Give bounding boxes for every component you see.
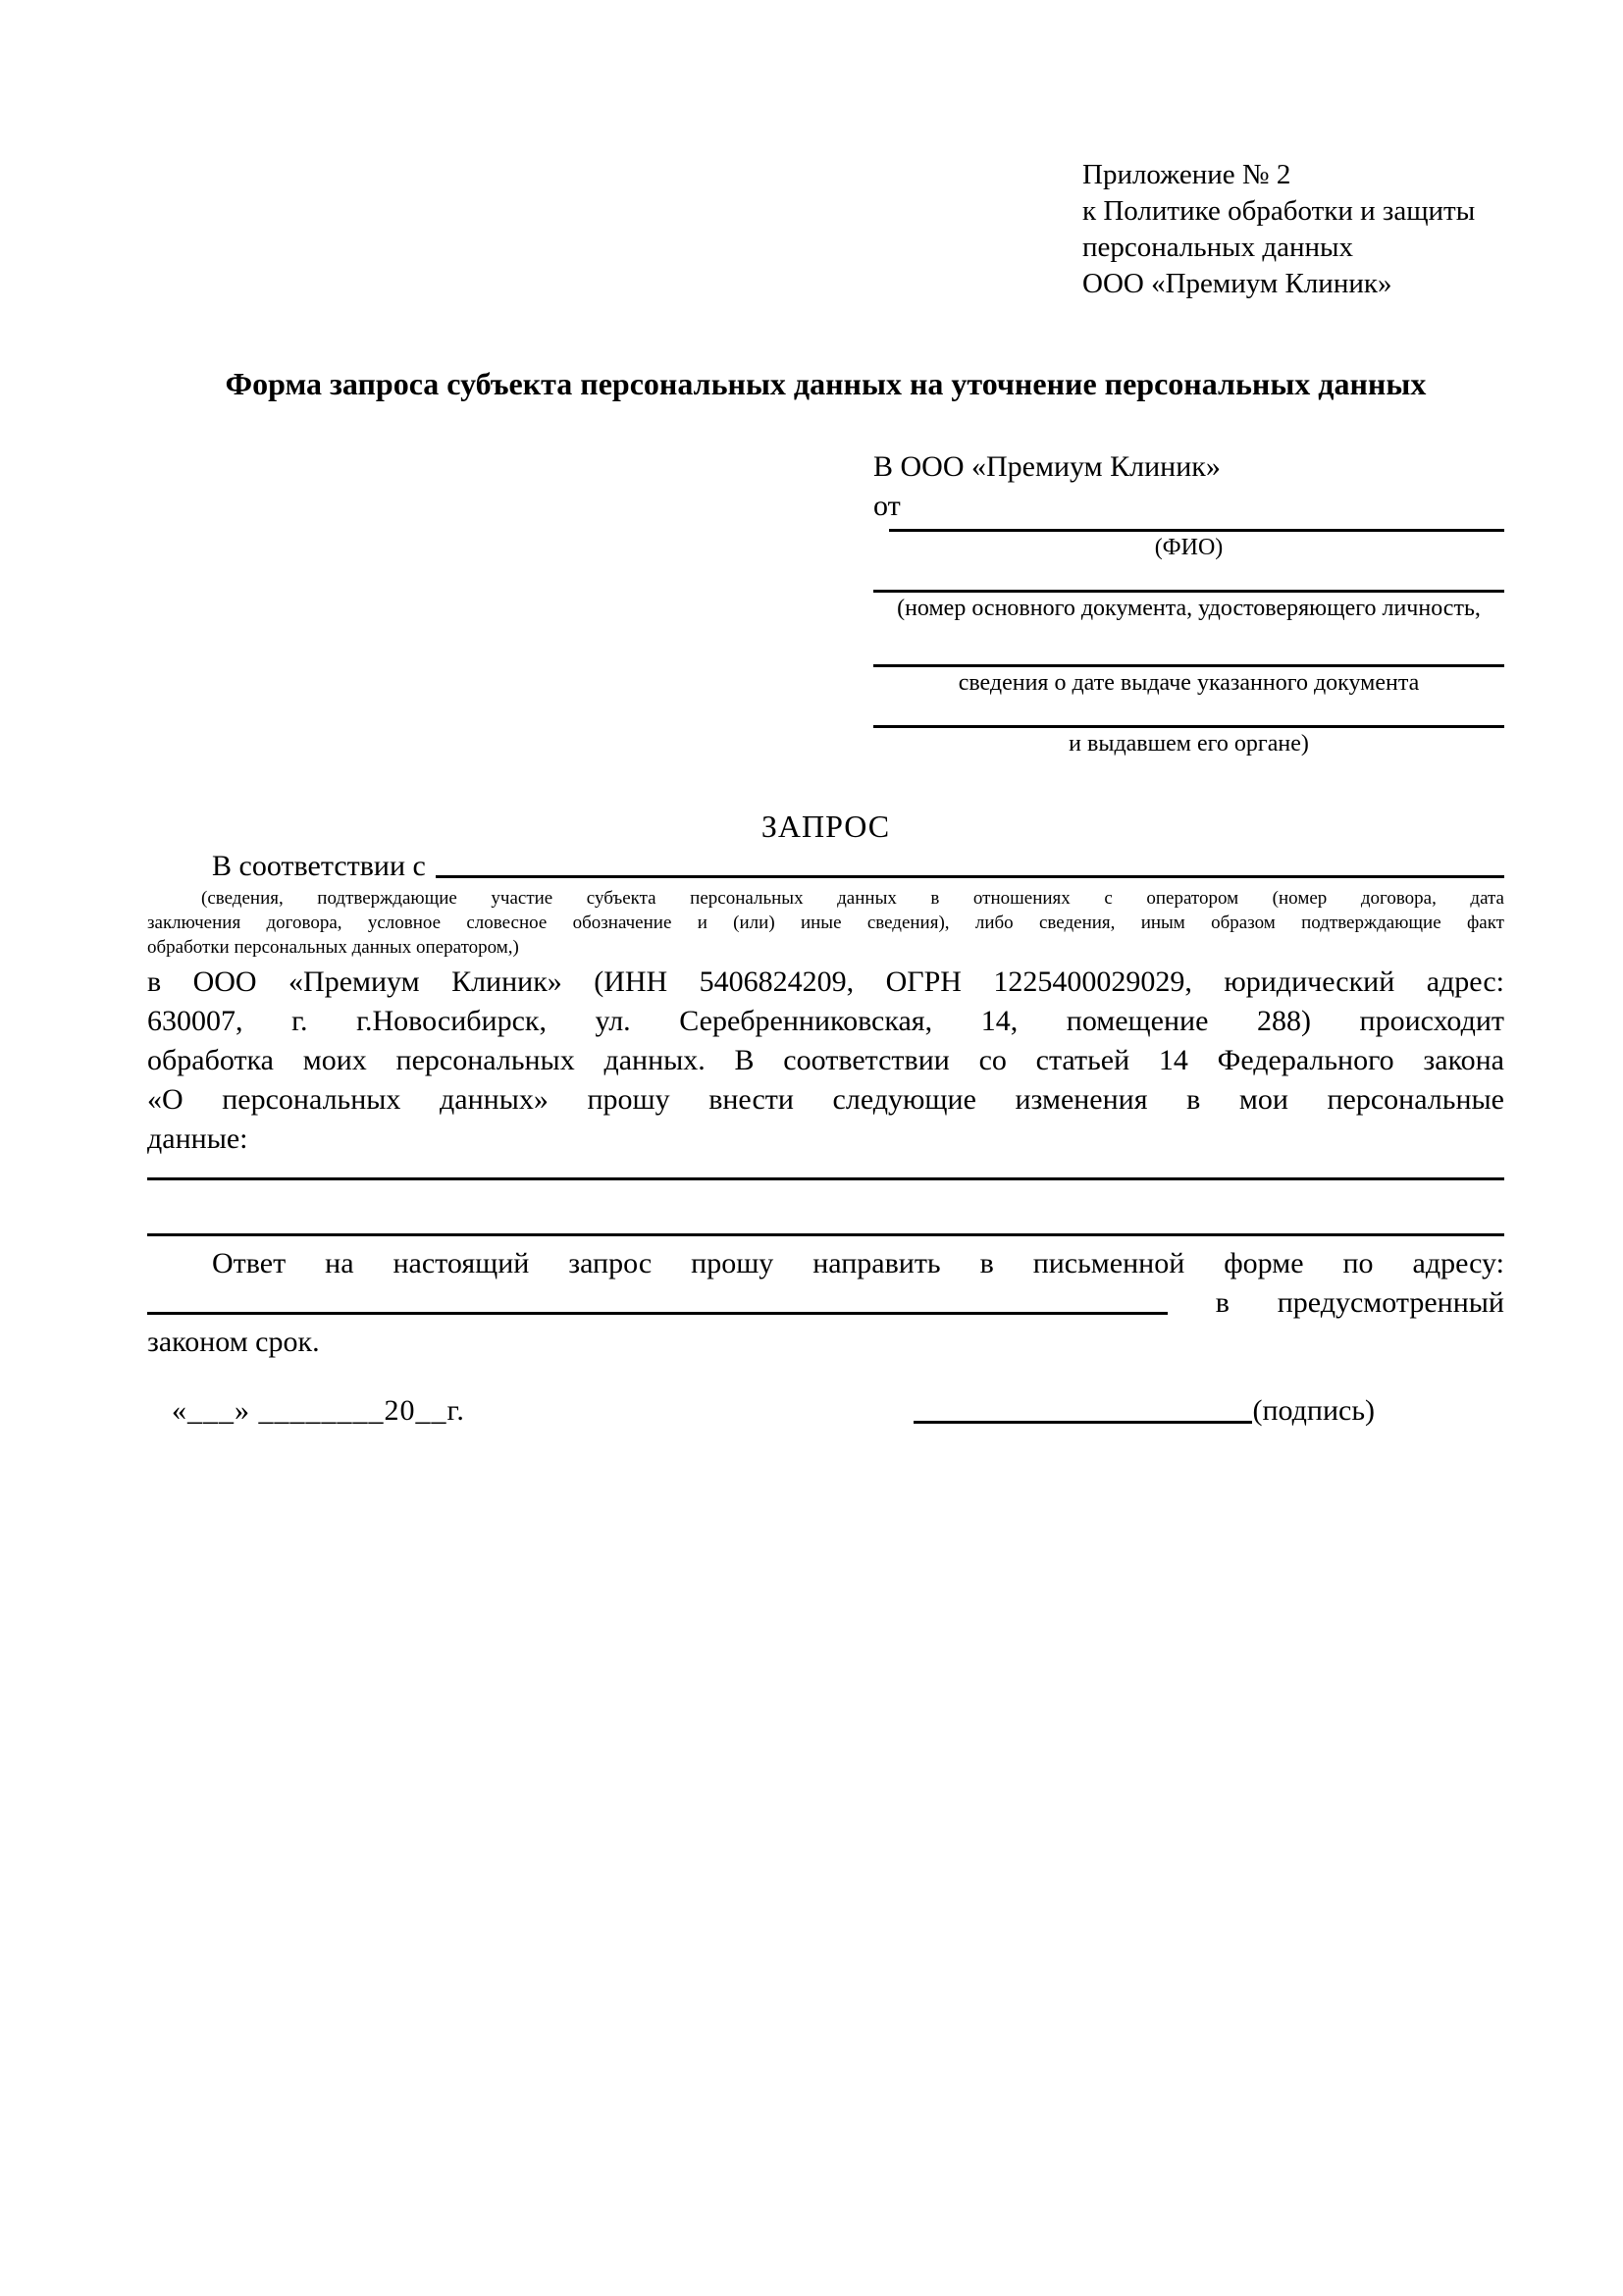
header-reference-block	[1082, 0, 1504, 302]
changes-blank-line-1	[147, 1159, 1504, 1180]
addressee-to: В ООО «Премиум Клиник»	[873, 450, 1221, 483]
document-number-blank-line	[873, 563, 1504, 593]
header-ref-line-3: персональных данных	[1082, 232, 1354, 263]
request-body	[147, 963, 1504, 1159]
signature-blank-line	[914, 1391, 1252, 1424]
reply-tail-end: законом срок.	[147, 1326, 320, 1358]
document-number-field	[873, 563, 1504, 624]
intro-caption-line-1: (сведения, подтверждающие участие субъекта персональных данных в отношениях с оператором (номер договора, дата	[201, 888, 1504, 909]
issue-date-caption: сведения о дате выдаче указанного документа	[958, 670, 1420, 696]
request-body-line-1: в ООО «Премиум Клиник» (ИНН 5406824209, ОГРН 1225400029029, юридический адрес:	[147, 965, 1504, 998]
request-heading: ЗАПРОС	[760, 809, 891, 844]
intro-label: В соответствии с	[212, 850, 426, 882]
header-ref-line-4: ООО «Премиум Клиник»	[1082, 268, 1392, 299]
request-body-line-5: данные:	[147, 1122, 248, 1155]
issuing-authority-caption: и выдавшем его органе)	[1069, 731, 1309, 757]
intro-caption-line-3: обработки персональных данных оператором,)	[147, 937, 519, 958]
header-ref-line-1: Приложение № 2	[1082, 159, 1291, 190]
intro-caption-line-2: заключения договора, условное словесное обозначение и (или) иные сведения), либо сведения, иным образом подтверждающие факт	[147, 913, 1504, 933]
reply-sentence: Ответ на настоящий запрос прошу направить в письменной форме по адресу:	[212, 1247, 1504, 1279]
signature-group	[914, 1391, 1375, 1431]
request-body-line-3: обработка моих персональных данных. В соответствии со статьей 14 Федерального закона	[147, 1044, 1504, 1076]
document-number-caption: (номер основного документа, удостоверяющего личность,	[897, 596, 1481, 621]
address-blank-line	[147, 1283, 1168, 1315]
intro-caption	[147, 886, 1504, 960]
addressee-block	[873, 447, 1504, 759]
request-body-line-2: 630007, г. г.Новосибирск, ул. Серебренниковская, 14, помещение 288) происходит	[147, 1005, 1504, 1037]
document-title: Форма запроса субъекта персональных данных на уточнение персональных данных	[225, 366, 1427, 401]
signature-caption: (подпись)	[1252, 1394, 1375, 1427]
document-page	[147, 0, 1504, 1431]
addressee-from-label: от	[873, 490, 901, 522]
request-body-line-4: «О персональных данных» прошу внести следующие изменения в мои персональные	[147, 1083, 1504, 1116]
date-blank: «___» ________20__г.	[172, 1394, 465, 1427]
issuing-authority-blank-line	[873, 699, 1504, 728]
intro-blank-line	[436, 847, 1504, 878]
header-ref-line-2: к Политике обработки и защиты	[1082, 195, 1476, 227]
reply-word-2: предусмотренный	[1277, 1286, 1504, 1319]
issue-date-blank-line	[873, 624, 1504, 667]
issue-date-field	[873, 624, 1504, 699]
date-signature-row	[147, 1391, 1504, 1431]
fio-field	[873, 526, 1504, 563]
fio-caption: (ФИО)	[1154, 535, 1224, 560]
issuing-authority-field	[873, 699, 1504, 759]
request-intro-row	[147, 847, 1504, 886]
reply-word-1: в	[1215, 1286, 1230, 1319]
changes-blank-line-2	[147, 1180, 1504, 1236]
reply-address-row	[147, 1283, 1504, 1323]
